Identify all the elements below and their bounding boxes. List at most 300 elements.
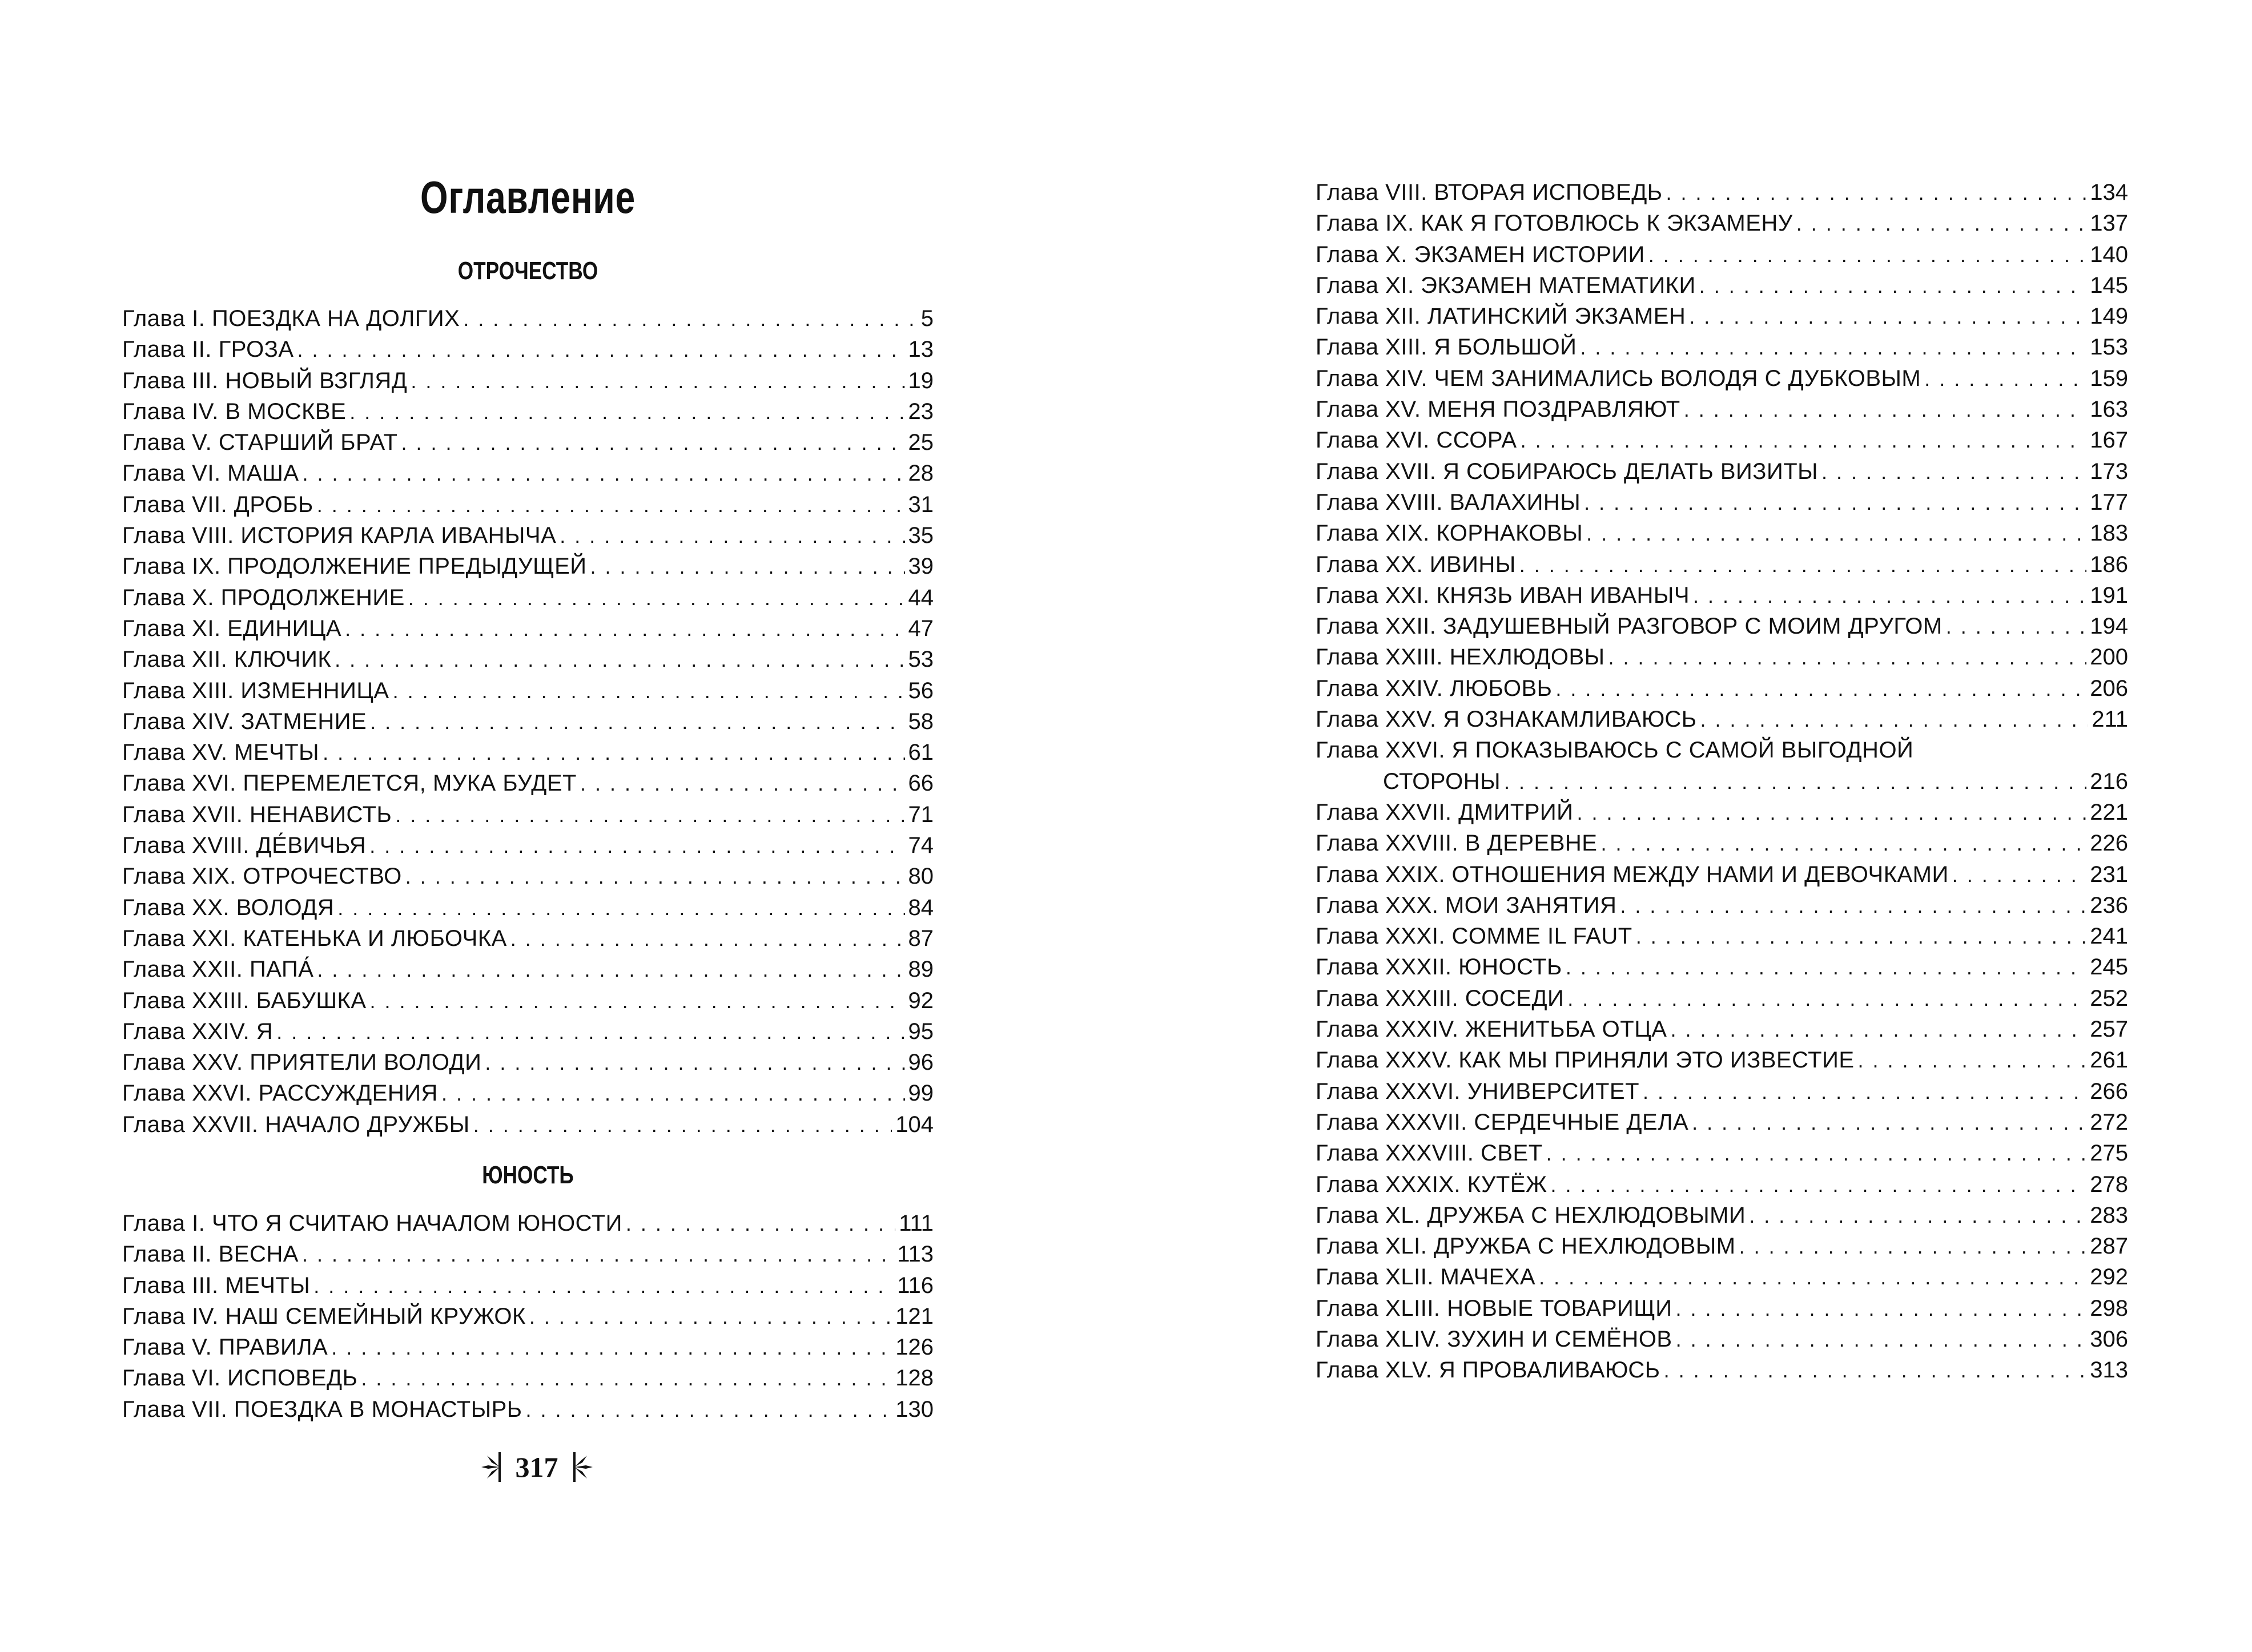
chapter-page-number: 266 [2090,1078,2128,1104]
chapter-title: Глава IV. НАШ СЕМЕЙНЫЙ КРУЖОК [122,1303,526,1329]
toc-list-yunost [122,1208,934,1425]
chapter-page-number: 149 [2090,304,2128,329]
toc-entry [122,1270,934,1301]
chapter-title: Глава XXIII. НЕХЛЮДОВЫ [1316,644,1605,670]
chapter-page-number: 194 [2090,614,2128,639]
chapter-page-number: 92 [908,988,934,1013]
chapter-title: Глава II. ВЕСНА [122,1242,299,1267]
chapter-page-number: 113 [897,1242,934,1267]
toc-entry [122,1047,934,1078]
chapter-title: Глава XXVIII. В ДЕРЕВНЕ [1316,831,1598,856]
chapter-page-number: 31 [908,491,934,517]
dot-leader [1580,332,2086,363]
toc-entry [1316,952,2128,982]
chapter-page-number: 211 [2092,707,2128,732]
toc-entry [1316,1355,2128,1385]
chapter-page-number: 104 [895,1111,934,1137]
toc-entry [1316,1231,2128,1262]
dot-leader [1555,674,2086,704]
dot-leader [411,366,904,397]
chapter-title: Глава XX. ВОЛОДЯ [122,895,335,920]
dot-leader [580,768,905,799]
chapter-title: Глава VII. ПОЕЗДКА В МОНАСТЫРЬ [122,1396,522,1422]
chapter-page-number: 226 [2090,831,2128,856]
toc-entry [122,334,934,365]
chapter-page-number: 298 [2090,1295,2128,1321]
chapter-title: Глава VIII. ВТОРАЯ ИСПОВЕДЬ [1316,180,1663,205]
toc-entry [122,551,934,582]
toc-entry [1316,611,2128,642]
toc-entry [122,892,934,923]
chapter-page-number: 177 [2090,489,2128,515]
toc-list-otrochestvo [122,303,934,1140]
chapter-title: Глава XVI. ПЕРЕМЕЛЕТСЯ, МУКА БУДЕТ [122,771,577,796]
left-ornament-icon [480,1451,503,1483]
dot-leader [1693,581,2086,611]
chapter-page-number: 95 [908,1018,934,1044]
chapter-page-number: 116 [897,1272,934,1298]
chapter-page-number: 71 [908,801,934,827]
chapter-title: Глава XXX. МОИ ЗАНЯТИЯ [1316,892,1617,918]
chapter-title: Глава XXXVI. УНИВЕРСИТЕТ [1316,1078,1640,1104]
chapter-page-number: 236 [2090,892,2128,918]
chapter-title: Глава XLI. ДРУЖБА С НЕХЛЮДОВЫМ [1316,1234,1736,1259]
chapter-page-number: 167 [2090,428,2128,453]
chapter-title: Глава XXVI. РАССУЖДЕНИЯ [122,1081,438,1106]
chapter-page-number: 23 [908,398,934,424]
chapter-page-number: 89 [908,957,934,982]
chapter-page-number: 306 [2090,1326,2128,1352]
dot-leader [1636,921,2087,952]
chapter-title: Глава XXVII. НАЧАЛО ДРУЖБЫ [122,1111,470,1137]
toc-entry [122,1363,934,1393]
toc-entry [1316,456,2128,487]
chapter-title: Глава XXXII. ЮНОСТЬ [1316,954,1562,980]
chapter-page-number: 61 [908,740,934,765]
chapter-title: Глава XXXIII. СОСЕДИ [1316,985,1565,1011]
chapter-page-number: 25 [908,430,934,456]
chapter-title: Глава XXXVIII. СВЕТ [1316,1141,1543,1166]
chapter-title: Глава XXIV. ЛЮБОВЬ [1316,675,1553,701]
dot-leader [349,397,904,428]
chapter-title: Глава XIX. КОРНАКОВЫ [1316,521,1583,546]
dot-leader [1648,240,2087,271]
chapter-title: Глава XIX. ОТРОЧЕСТВО [122,864,402,889]
chapter-page-number: 121 [895,1303,934,1329]
dot-leader [529,1302,892,1332]
chapter-title: Глава XLV. Я ПРОВАЛИВАЮСЬ [1316,1357,1660,1383]
dot-leader [526,1395,892,1425]
dot-leader [345,614,904,644]
dot-leader [1620,891,2086,921]
dot-leader [441,1078,905,1109]
toc-entry [122,1109,934,1140]
dot-leader [1600,828,2086,859]
chapter-title: Глава XVI. ССОРА [1316,428,1517,453]
dot-leader [1858,1045,2087,1076]
toc-entry [122,799,934,830]
chapter-title: Глава V. ПРАВИЛА [122,1335,328,1360]
toc-entry [1316,797,2128,828]
chapter-title: Глава XX. ИВИНЫ [1316,551,1516,577]
chapter-title-continued: СТОРОНЫ [1383,768,1501,794]
chapter-title: Глава XXVI. Я ПОКАЗЫВАЮСЬ С САМОЙ ВЫГОДНОЙ [1316,738,1914,763]
chapter-page-number: 19 [908,368,934,393]
chapter-title: Глава XXII. ПАПА́ [122,957,314,982]
dot-leader [317,954,904,985]
chapter-title: Глава XIII. ИЗМЕННИЦА [122,678,389,703]
dot-leader [302,1239,894,1270]
chapter-page-number: 145 [2090,272,2128,298]
chapter-page-number: 278 [2090,1171,2128,1197]
chapter-title: Глава XXVII. ДМИТРИЙ [1316,799,1574,825]
chapter-page-number: 216 [2090,768,2128,794]
toc-entry [122,830,934,861]
toc-entry [122,768,934,799]
dot-leader [323,738,904,768]
chapter-page-number: 53 [908,647,934,672]
toc-entry [1316,301,2128,332]
chapter-title: Глава XXV. ПРИЯТЕЛИ ВОЛОДИ [122,1050,482,1075]
chapter-page-number: 292 [2090,1264,2128,1290]
dot-leader [590,551,905,582]
toc-entry [1316,1169,2128,1200]
chapter-page-number: 66 [908,771,934,796]
toc-entry [1316,332,2128,362]
toc-entry [122,613,934,644]
chapter-page-number: 275 [2090,1141,2128,1166]
chapter-page-number: 206 [2090,675,2128,701]
toc-entry [1316,1014,2128,1045]
toc-entry [122,954,934,985]
chapter-page-number: 13 [908,337,934,362]
toc-entry [1316,983,2128,1014]
chapter-title: Глава XIV. ЗАТМЕНИЕ [122,708,367,734]
dot-leader [369,831,904,861]
page-number: 317 [515,1451,558,1483]
chapter-title: Глава XVII. Я СОБИРАЮСЬ ДЕЛАТЬ ВИЗИТЫ [1316,458,1819,484]
chapter-title: Глава XI. ЭКЗАМЕН МАТЕМАТИКИ [1316,272,1696,298]
dot-leader [1577,797,2086,828]
dot-leader [1643,1077,2086,1107]
chapter-page-number: 58 [908,708,934,734]
right-ornament-icon [571,1451,594,1483]
chapter-title: Глава III. НОВЫЙ ВЗГЛЯД [122,368,408,393]
dot-leader [393,676,905,707]
dot-leader [276,1017,904,1047]
dot-leader [463,304,917,335]
toc-entry [1316,642,2128,672]
toc-entry [122,1301,934,1332]
chapter-page-number: 28 [908,461,934,486]
chapter-page-number: 221 [2090,799,2128,825]
toc-entry [1316,890,2128,921]
toc-entry [122,582,934,613]
chapter-page-number: 287 [2090,1234,2128,1259]
toc-entry [122,644,934,675]
chapter-title: Глава XXXIV. ЖЕНИТЬБА ОТЦА [1316,1017,1667,1042]
chapter-page-number: 261 [2090,1047,2128,1073]
chapter-title: Глава XIV. ЧЕМ ЗАНИМАЛИСЬ ВОЛОДЯ С ДУБКОВЫМ [1316,365,1921,391]
chapter-page-number: 186 [2090,551,2128,577]
chapter-title: Глава XXIV. Я [122,1018,274,1044]
toc-entry [122,396,934,427]
chapter-page-number: 140 [2090,241,2128,267]
dot-leader [1952,860,2087,891]
toc-entry [122,1394,934,1425]
toc-entry [122,1208,934,1239]
dot-leader [313,1271,894,1302]
dot-leader [405,861,905,892]
chapter-title: Глава XLII. МАЧЕХА [1316,1264,1536,1290]
chapter-title: Глава X. ПРОДОЛЖЕНИЕ [122,585,405,610]
toc-entry [1316,239,2128,270]
dot-leader [473,1110,892,1141]
toc-entry [1316,1293,2128,1324]
dot-leader [335,644,904,675]
dot-leader [1664,1355,2087,1386]
chapter-title: Глава VII. ДРОБЬ [122,491,313,517]
chapter-page-number: 245 [2090,954,2128,980]
dot-leader [1700,704,2089,735]
chapter-title: Глава I. ПОЕЗДКА НА ДОЛГИХ [122,306,460,331]
chapter-page-number: 272 [2090,1109,2128,1135]
toc-entry [1316,859,2128,890]
dot-leader [1684,394,2087,425]
chapter-title: Глава IX. ПРОДОЛЖЕНИЕ ПРЕДЫДУЩЕЙ [122,554,587,579]
chapter-page-number: 200 [2090,644,2128,670]
chapter-title: Глава XII. КЛЮЧИК [122,647,332,672]
chapter-page-number: 231 [2090,861,2128,887]
chapter-title: Глава II. ГРОЗА [122,337,294,362]
toc-entry [1316,766,2128,797]
dot-leader [1546,1138,2087,1169]
chapter-title: Глава XV. МЕНЯ ПОЗДРАВЛЯЮТ [1316,397,1680,422]
dot-leader [1539,1262,2086,1293]
toc-entry [122,427,934,458]
chapter-title: Глава XXI. КНЯЗЬ ИВАН ИВАНЫЧ [1316,582,1690,608]
section-heading-yunost: ЮНОСТЬ [482,1161,574,1189]
dot-leader [1946,611,2087,642]
dot-leader [1676,1294,2087,1324]
chapter-page-number: 80 [908,864,934,889]
toc-entry [122,1332,934,1363]
chapter-page-number: 74 [908,833,934,859]
chapter-title: Глава I. ЧТО Я СЧИТАЮ НАЧАЛОМ ЮНОСТИ [122,1211,622,1236]
toc-entry [122,1239,934,1270]
toc-entry-line [1316,735,2128,765]
chapter-page-number: 84 [908,895,934,920]
dot-leader [1519,550,2087,581]
toc-entry [122,706,934,737]
toc-entry [122,1078,934,1109]
dot-leader [337,893,904,924]
chapter-title: Глава IX. КАК Я ГОТОВЛЮСЬ К ЭКЗАМЕНУ [1316,211,1793,236]
dot-leader [1521,425,2087,456]
dot-leader [1586,518,2086,549]
chapter-title: Глава VIII. ИСТОРИЯ КАРЛА ИВАНЫЧА [122,523,557,549]
dot-leader [1796,208,2087,239]
dot-leader [560,521,904,551]
dot-leader [370,707,904,738]
dot-leader [361,1363,892,1394]
chapter-title: Глава XI. ЕДИНИЦА [122,615,342,641]
chapter-page-number: 134 [2090,180,2128,205]
toc-entry [1316,1107,2128,1138]
chapter-page-number: 39 [908,554,934,579]
chapter-page-number: 283 [2090,1202,2128,1228]
chapter-title: Глава XXIX. ОТНОШЕНИЯ МЕЖДУ НАМИ И ДЕВОЧКАМИ [1316,861,1949,887]
chapter-title: Глава XXIII. БАБУШКА [122,988,367,1013]
dot-leader [297,335,905,365]
chapter-title: Глава XXI. КАТЕНЬКА И ЛЮБОЧКА [122,925,507,951]
dot-leader [1699,271,2087,301]
chapter-page-number: 99 [908,1081,934,1106]
chapter-title: Глава VI. ИСПОВЕДЬ [122,1365,358,1391]
toc-entry [122,1016,934,1047]
chapter-page-number: 44 [908,585,934,610]
chapter-title: Глава XLIII. НОВЫЕ ТОВАРИЩИ [1316,1295,1672,1321]
chapter-title: Глава X. ЭКЗАМЕН ИСТОРИИ [1316,241,1645,267]
toc-list-yunost-continued [1316,177,2128,1386]
toc-entry [1316,828,2128,859]
toc-entry [1316,177,2128,208]
chapter-title: Глава XVII. НЕНАВИСТЬ [122,801,392,827]
dot-leader [1692,1107,2086,1138]
chapter-title: Глава XLIV. ЗУХИН И СЕМЁНОВ [1316,1326,1672,1352]
toc-entry [1316,921,2128,952]
page-title: Оглавление [420,172,636,223]
dot-leader [1749,1200,2086,1231]
chapter-page-number: 153 [2090,335,2128,360]
dot-leader [626,1208,895,1239]
chapter-page-number: 47 [908,615,934,641]
dot-leader [1666,178,2087,208]
chapter-title: Глава XVIII. ДЕ́ВИЧЬЯ [122,833,367,859]
toc-entry [1316,1138,2128,1169]
toc-entry [1316,1200,2128,1231]
chapter-page-number: 191 [2090,582,2128,608]
page-number-footer [468,1444,605,1490]
chapter-title: Глава XXXVII. СЕРДЕЧНЫЕ ДЕЛА [1316,1109,1689,1135]
chapter-title: Глава XL. ДРУЖБА С НЕХЛЮДОВЫМИ [1316,1202,1746,1228]
dot-leader [317,490,905,521]
toc-entry [1316,1262,2128,1292]
chapter-page-number: 163 [2090,397,2128,422]
chapter-page-number: 35 [908,523,934,549]
dot-leader [1550,1170,2086,1200]
dot-leader [408,583,905,614]
dot-leader [1670,1014,2086,1045]
chapter-page-number: 159 [2090,365,2128,391]
dot-leader [1584,487,2086,518]
chapter-page-number: 96 [908,1050,934,1075]
toc-entry [1316,425,2128,456]
chapter-title: Глава XXII. ЗАДУШЕВНЫЙ РАЗГОВОР С МОИМ ДРУГОМ [1316,614,1943,639]
toc-entry [122,520,934,551]
chapter-page-number: 128 [895,1365,934,1391]
dot-leader [1608,642,2087,673]
chapter-page-number: 56 [908,678,934,703]
dot-leader [1924,364,2086,394]
chapter-page-number: 183 [2090,521,2128,546]
dot-leader [1504,767,2086,797]
chapter-title: Глава XIII. Я БОЛЬШОЙ [1316,335,1577,360]
chapter-title: Глава III. МЕЧТЫ [122,1272,311,1298]
chapter-page-number: 241 [2090,924,2128,949]
chapter-page-number: 257 [2090,1017,2128,1042]
toc-entry [1316,673,2128,704]
chapter-title: Глава VI. МАША [122,461,299,486]
chapter-title: Глава IV. В МОСКВЕ [122,398,347,424]
toc-entry [1316,1045,2128,1075]
dot-leader [1676,1324,2087,1355]
chapter-page-number: 130 [895,1396,934,1422]
dot-leader [1689,301,2086,332]
dot-leader [370,986,905,1017]
toc-entry [1316,549,2128,580]
chapter-title: Глава XXXV. КАК МЫ ПРИНЯЛИ ЭТО ИЗВЕСТИЕ [1316,1047,1855,1073]
toc-entry [122,303,934,334]
toc-entry [122,365,934,396]
dot-leader [303,458,905,489]
chapter-title: Глава XV. МЕЧТЫ [122,740,320,765]
dot-leader [401,428,904,458]
chapter-page-number: 111 [899,1211,934,1236]
toc-entry [1316,518,2128,549]
toc-entry [1316,580,2128,611]
chapter-title: Глава XXV. Я ОЗНАКАМЛИВАЮСЬ [1316,707,1697,732]
chapter-page-number: 126 [895,1335,934,1360]
chapter-page-number: 173 [2090,458,2128,484]
toc-entry [1316,270,2128,301]
chapter-title: Глава XVIII. ВАЛАХИНЫ [1316,489,1581,515]
dot-leader [1567,984,2086,1014]
dot-leader [395,800,904,831]
dot-leader [331,1332,892,1363]
toc-entry [122,458,934,489]
toc-entry [122,489,934,520]
toc-entry [122,675,934,706]
toc-entry [1316,704,2128,735]
chapter-page-number: 5 [920,306,934,331]
chapter-page-number: 137 [2090,211,2128,236]
toc-entry [122,737,934,768]
section-heading-otrochestvo: ОТРОЧЕСТВО [457,257,598,285]
toc-entry [1316,363,2128,394]
toc-entry [1316,1324,2128,1355]
dot-leader [485,1047,904,1078]
chapter-page-number: 252 [2090,985,2128,1011]
toc-entry [1316,394,2128,425]
toc-entry [1316,208,2128,239]
dot-leader [510,924,905,954]
chapter-title: Глава XII. ЛАТИНСКИЙ ЭКЗАМЕН [1316,304,1686,329]
toc-entry [122,923,934,954]
chapter-page-number: 313 [2090,1357,2128,1383]
chapter-title: Глава V. СТАРШИЙ БРАТ [122,430,398,456]
dot-leader [1566,952,2086,983]
toc-entry [1316,487,2128,518]
chapter-title: Глава XXXIX. КУТЁЖ [1316,1171,1547,1197]
toc-entry [122,861,934,892]
chapter-title: Глава XXXI. COMME IL FAUT [1316,924,1632,949]
toc-entry [1316,1076,2128,1107]
dot-leader [1821,457,2086,487]
toc-entry [122,985,934,1016]
chapter-page-number: 87 [908,925,934,951]
dot-leader [1739,1231,2087,1262]
